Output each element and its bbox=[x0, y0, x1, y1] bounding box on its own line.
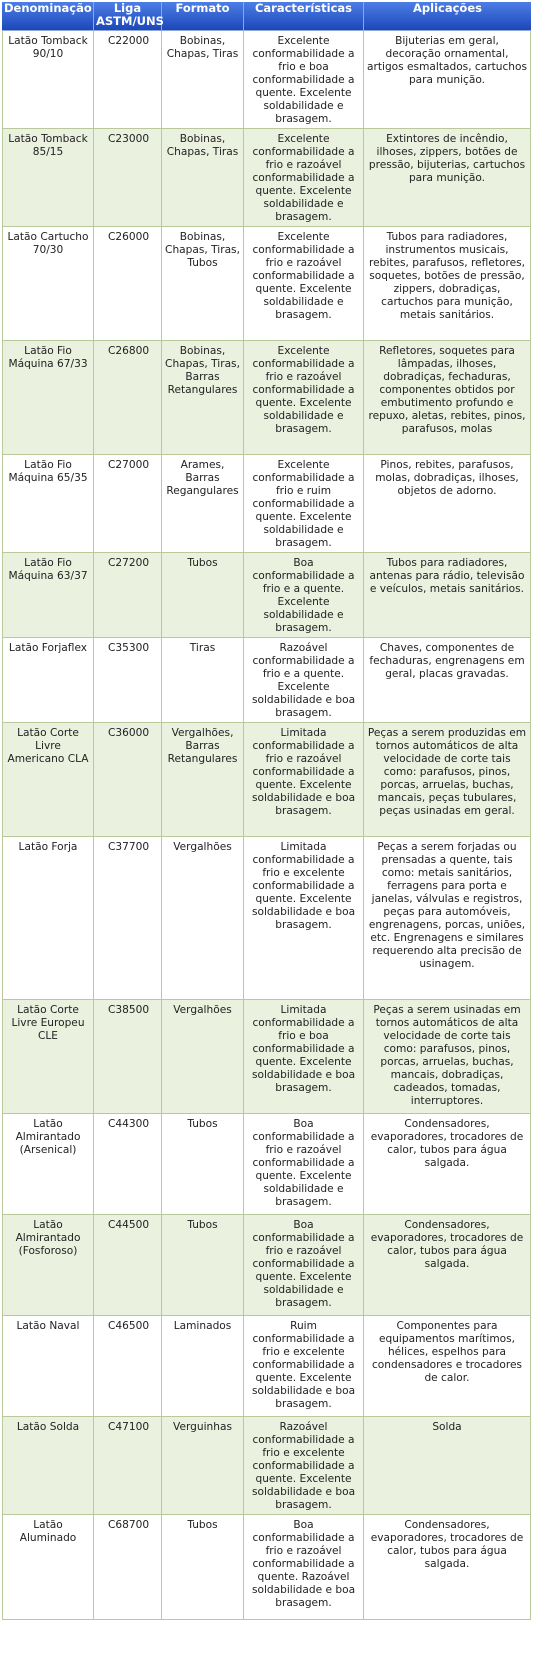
cell-liga: C44300 bbox=[94, 1114, 162, 1215]
cell-aplicacoes: Condensadores, evaporadores, trocadores de calor, tubos para água salgada. bbox=[364, 1114, 531, 1215]
cell-aplicacoes: Peças a serem produzidas em tornos automáticos de alta velocidade de corte tais como: parafusos, pinos, porcas, arruelas, buchas, mancais, peças tubulares, peças usinadas em geral. bbox=[364, 723, 531, 837]
cell-liga: C27200 bbox=[94, 553, 162, 638]
cell-aplicacoes: Extintores de incêndio, ilhoses, zippers, botões de pressão, bijuterias, cartuchos para munição. bbox=[364, 129, 531, 227]
table-row bbox=[2, 31, 531, 129]
cell-caracteristicas: Ruim conformabilidade a frio e excelente conformabilidade a quente. Excelente soldabilidade e boa brasagem. bbox=[244, 1316, 364, 1417]
cell-formato: Bobinas, Chapas, Tiras, Tubos bbox=[162, 227, 244, 341]
cell-formato: Vergalhões, Barras Retangulares bbox=[162, 723, 244, 837]
table-row bbox=[2, 1515, 531, 1620]
table-row bbox=[2, 1215, 531, 1316]
cell-aplicacoes: Componentes para equipamentos marítimos, hélices, espelhos para condensadores e trocadores de calor. bbox=[364, 1316, 531, 1417]
cell-denominacao: Latão Aluminado bbox=[2, 1515, 94, 1620]
table-row bbox=[2, 1114, 531, 1215]
latao-alloys-table bbox=[2, 2, 531, 1620]
cell-formato: Vergalhões bbox=[162, 1000, 244, 1114]
cell-liga: C35300 bbox=[94, 638, 162, 723]
table-header bbox=[2, 2, 531, 31]
cell-liga: C38500 bbox=[94, 1000, 162, 1114]
cell-aplicacoes: Chaves, componentes de fechaduras, engrenagens em geral, placas gravadas. bbox=[364, 638, 531, 723]
table-row bbox=[2, 227, 531, 341]
cell-denominacao: Latão Forja bbox=[2, 837, 94, 1000]
cell-formato: Tiras bbox=[162, 638, 244, 723]
cell-formato: Vergalhões bbox=[162, 837, 244, 1000]
table-row bbox=[2, 129, 531, 227]
cell-caracteristicas: Excelente conformabilidade a frio e boa conformabilidade a quente. Excelente soldabilidade e brasagem. bbox=[244, 31, 364, 129]
table-row bbox=[2, 638, 531, 723]
cell-formato: Bobinas, Chapas, Tiras bbox=[162, 31, 244, 129]
header-liga: Liga ASTM/UNS bbox=[94, 2, 162, 31]
cell-aplicacoes: Refletores, soquetes para lâmpadas, ilhoses, dobradiças, fechaduras, componentes obtidos por embutimento profundo e repuxo, aletas, rebites, pinos, parafusos, molas bbox=[364, 341, 531, 455]
cell-aplicacoes: Peças a serem forjadas ou prensadas a quente, tais como: metais sanitários, ferragens para porta e janelas, válvulas e registros, peças para automóveis, engrenagens, porcas, uniões, etc. Engrenagens e similares requerendo alta precisão de usinagem. bbox=[364, 837, 531, 1000]
cell-liga: C22000 bbox=[94, 31, 162, 129]
cell-caracteristicas: Boa conformabilidade a frio e razoável conformabilidade a quente. Excelente soldabilidade e brasagem. bbox=[244, 1215, 364, 1316]
header-row bbox=[2, 2, 531, 31]
cell-caracteristicas: Limitada conformabilidade a frio e razoável conformabilidade a quente. Excelente soldabilidade e boa brasagem. bbox=[244, 723, 364, 837]
cell-caracteristicas: Limitada conformabilidade a frio e excelente conformabilidade a quente. Excelente soldabilidade e boa brasagem. bbox=[244, 837, 364, 1000]
cell-formato: Arames, Barras Regangulares bbox=[162, 455, 244, 553]
cell-liga: C37700 bbox=[94, 837, 162, 1000]
table-row bbox=[2, 1000, 531, 1114]
cell-denominacao: Latão Almirantado (Fosforoso) bbox=[2, 1215, 94, 1316]
cell-liga: C27000 bbox=[94, 455, 162, 553]
cell-liga: C46500 bbox=[94, 1316, 162, 1417]
cell-denominacao: Latão Fio Máquina 63/37 bbox=[2, 553, 94, 638]
cell-caracteristicas: Razoável conformabilidade a frio e a quente. Excelente soldabilidade e boa brasagem. bbox=[244, 638, 364, 723]
cell-formato: Tubos bbox=[162, 1515, 244, 1620]
cell-formato: Tubos bbox=[162, 1215, 244, 1316]
cell-formato: Verguinhas bbox=[162, 1417, 244, 1515]
cell-formato: Laminados bbox=[162, 1316, 244, 1417]
cell-caracteristicas: Excelente conformabilidade a frio e razoável conformabilidade a quente. Excelente soldabilidade e brasagem. bbox=[244, 341, 364, 455]
cell-caracteristicas: Boa conformabilidade a frio e razoável conformabilidade a quente. Razoável soldabilidade e boa brasagem. bbox=[244, 1515, 364, 1620]
header-formato: Formato bbox=[162, 2, 244, 31]
cell-denominacao: Latão Corte Livre Americano CLA bbox=[2, 723, 94, 837]
cell-denominacao: Latão Fio Máquina 67/33 bbox=[2, 341, 94, 455]
cell-aplicacoes: Pinos, rebites, parafusos, molas, dobradiças, ilhoses, objetos de adorno. bbox=[364, 455, 531, 553]
header-aplicacoes: Aplicações bbox=[364, 2, 531, 31]
cell-aplicacoes: Tubos para radiadores, instrumentos musicais, rebites, parafusos, refletores, soquetes, botões de pressão, zippers, dobradiças, cartuchos para munição, metais sanitários. bbox=[364, 227, 531, 341]
cell-liga: C47100 bbox=[94, 1417, 162, 1515]
table-row bbox=[2, 341, 531, 455]
cell-liga: C36000 bbox=[94, 723, 162, 837]
cell-liga: C26000 bbox=[94, 227, 162, 341]
table-row bbox=[2, 455, 531, 553]
cell-denominacao: Latão Solda bbox=[2, 1417, 94, 1515]
cell-denominacao: Latão Tomback 90/10 bbox=[2, 31, 94, 129]
table-row bbox=[2, 553, 531, 638]
table-row bbox=[2, 1316, 531, 1417]
cell-caracteristicas: Razoável conformabilidade a frio e excelente conformabilidade a quente. Excelente soldabilidade e boa brasagem. bbox=[244, 1417, 364, 1515]
table-body bbox=[2, 31, 531, 1620]
cell-caracteristicas: Excelente conformabilidade a frio e ruim conformabilidade a quente. Excelente soldabilidade e brasagem. bbox=[244, 455, 364, 553]
cell-formato: Bobinas, Chapas, Tiras bbox=[162, 129, 244, 227]
header-caracteristicas: Características bbox=[244, 2, 364, 31]
cell-formato: Tubos bbox=[162, 553, 244, 638]
cell-caracteristicas: Boa conformabilidade a frio e a quente. Excelente soldabilidade e brasagem. bbox=[244, 553, 364, 638]
table-row bbox=[2, 1417, 531, 1515]
cell-aplicacoes: Solda bbox=[364, 1417, 531, 1515]
cell-caracteristicas: Excelente conformabilidade a frio e razoável conformabilidade a quente. Excelente soldabilidade e brasagem. bbox=[244, 129, 364, 227]
cell-caracteristicas: Limitada conformabilidade a frio e boa conformabilidade a quente. Excelente soldabilidade e boa brasagem. bbox=[244, 1000, 364, 1114]
cell-aplicacoes: Bijuterias em geral, decoração ornamental, artigos esmaltados, cartuchos para munição. bbox=[364, 31, 531, 129]
cell-liga: C44500 bbox=[94, 1215, 162, 1316]
cell-formato: Bobinas, Chapas, Tiras, Barras Retangulares bbox=[162, 341, 244, 455]
cell-formato: Tubos bbox=[162, 1114, 244, 1215]
cell-caracteristicas: Boa conformabilidade a frio e razoável conformabilidade a quente. Excelente soldabilidade e brasagem. bbox=[244, 1114, 364, 1215]
cell-denominacao: Latão Cartucho 70/30 bbox=[2, 227, 94, 341]
cell-denominacao: Latão Almirantado (Arsenical) bbox=[2, 1114, 94, 1215]
cell-denominacao: Latão Forjaflex bbox=[2, 638, 94, 723]
cell-denominacao: Latão Naval bbox=[2, 1316, 94, 1417]
cell-aplicacoes: Condensadores, evaporadores, trocadores de calor, tubos para água salgada. bbox=[364, 1215, 531, 1316]
cell-denominacao: Latão Corte Livre Europeu CLE bbox=[2, 1000, 94, 1114]
cell-liga: C68700 bbox=[94, 1515, 162, 1620]
table-row bbox=[2, 723, 531, 837]
header-denominacao: Denominação bbox=[2, 2, 94, 31]
cell-caracteristicas: Excelente conformabilidade a frio e razoável conformabilidade a quente. Excelente soldabilidade e brasagem. bbox=[244, 227, 364, 341]
cell-liga: C26800 bbox=[94, 341, 162, 455]
cell-aplicacoes: Condensadores, evaporadores, trocadores de calor, tubos para água salgada. bbox=[364, 1515, 531, 1620]
cell-denominacao: Latão Fio Máquina 65/35 bbox=[2, 455, 94, 553]
cell-aplicacoes: Tubos para radiadores, antenas para rádio, televisão e veículos, metais sanitários. bbox=[364, 553, 531, 638]
cell-aplicacoes: Peças a serem usinadas em tornos automáticos de alta velocidade de corte tais como: parafusos, pinos, porcas, arruelas, buchas, mancais, dobradiças, cadeados, tomadas, interruptores. bbox=[364, 1000, 531, 1114]
cell-liga: C23000 bbox=[94, 129, 162, 227]
cell-denominacao: Latão Tomback 85/15 bbox=[2, 129, 94, 227]
table-row bbox=[2, 837, 531, 1000]
